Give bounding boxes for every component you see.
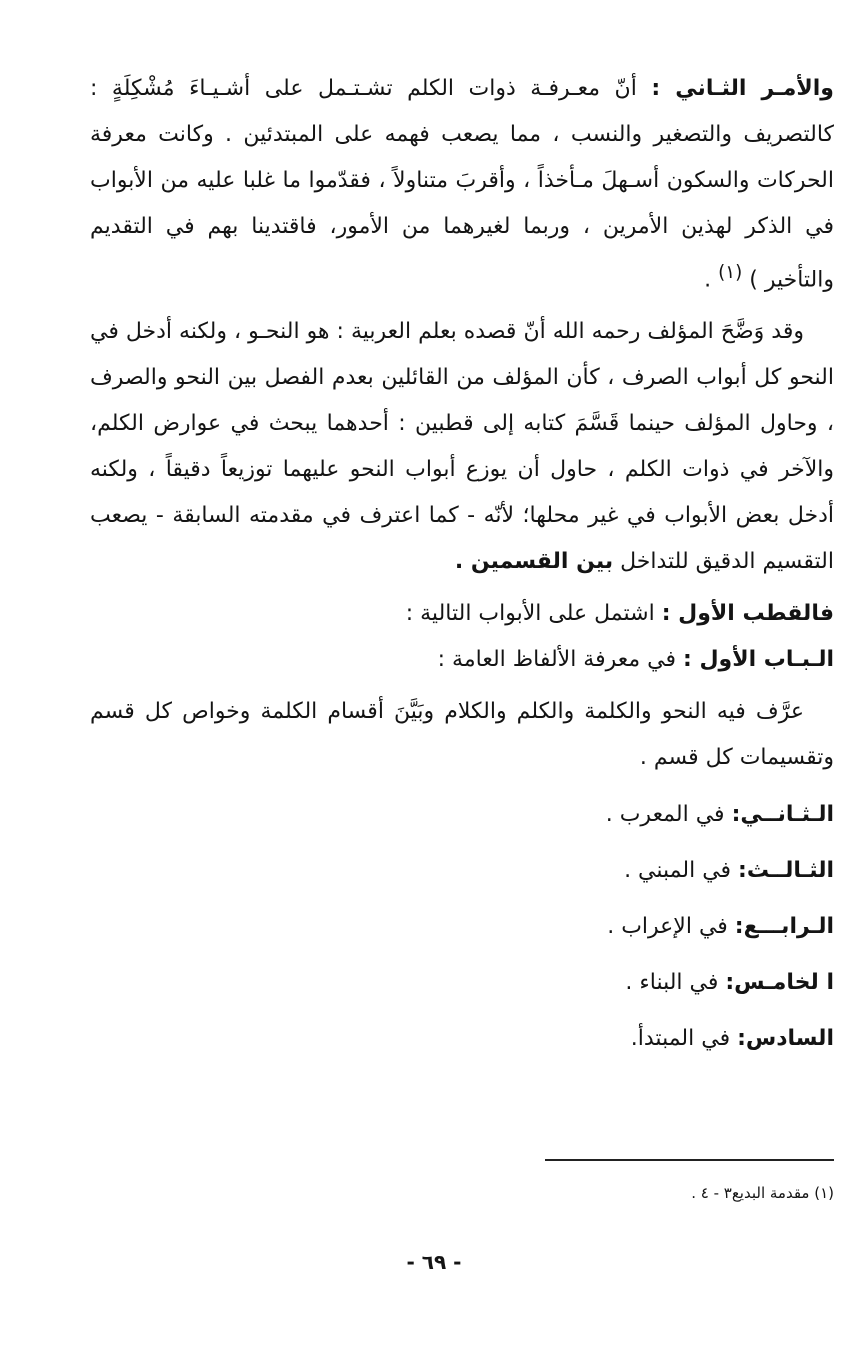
chapter-label: الـرابـــع: [734,914,834,940]
footnote-divider [545,1159,834,1161]
list-item [90,955,834,1011]
list-item [90,843,834,899]
first-pole-heading [90,591,834,637]
chapter-label: السادس: [737,1026,834,1052]
list-item [90,1011,834,1067]
footnote-reference[interactable]: (١) [718,262,743,283]
list-item [90,899,834,955]
second-matter-lead: والأمـر الثـاني : [651,76,834,101]
author-intent-bold-end: بين القسمين . [454,549,614,575]
footnote: (١) مقدمة البديع٣ - ٤ . [691,1184,834,1202]
chapter-text: في المبتدأ. [630,1026,738,1052]
paragraph-second-matter [90,66,834,303]
chapter-text: في الإعراب . [607,914,735,940]
chapter-text: في المعرب . [605,802,732,828]
list-item [90,787,834,843]
page-number: - ٦٩ - [406,1250,462,1274]
chapter-list [90,787,834,1067]
chapter-text: في البناء . [625,970,726,996]
author-intent-text: وقد وَضَّحَ المؤلف رحمه الله أنّ قصده بعلم العربية : هو النحـو ، ولكنه أدخل في النحو كل أبواب الصرف ، كأن المؤلف من القائلين بعدم الفصل بين النحو والصرف ، وحاول المؤلف حينما قَسَّمَ كتابه إلى قطبين : أحدهما يبحث في عوارض الكلم، والآخر في ذوات الكلم ، حاول أن يوزع أبواب النحو عليهما توزيعاً دقيقاً ، ولكنه أدخل بعض الأبواب في غير محلها؛ لأنّه - كما اعترف في مقدمته السابقة - يصعب التقسيم الدقيق للتداخل [90,319,834,575]
chapter-label: الثـالــث: [738,858,834,884]
paragraph-author-intent [90,309,834,585]
chapter-one-label: الـبـاب الأول : [683,647,834,673]
chapter-label: ا لخامـس: [725,970,834,996]
chapter-one-heading [90,637,834,683]
chapter-one-text: في معرفة الألفاظ العامة : [437,647,683,673]
chapter-label: الـثـانــي: [731,802,834,828]
second-matter-text: أنّ معـرفـة ذوات الكلم تشـتـمل على أشـيـاءَ مُشْكِلَةٍ : كالتصريف والتصغير والنسب ، مما يصعب فهمه على المبتدئين . وكانت معرفة الحركات والسكون أسـهلَ مـأخذاً ، وأقربَ متناولاً ، فقدّموا ما غلبا عليه من الأبواب في الذكر لهذين الأمرين ، وربما لغيرهما من الأمور، فاقتدينا بهم في التقديم والتأخير ) [90,76,834,293]
first-pole-label: فالقطب الأول : [661,601,834,627]
first-pole-text: اشتمل على الأبواب التالية : [405,601,662,627]
page-body [90,66,834,1067]
chapter-text: في المبني . [624,858,739,884]
chapter-one-description: عرَّف فيه النحو والكلمة والكلم والكلام وبَيَّنَ أقسام الكلمة وخواص كل قسم وتقسيمات كل قسم . [90,699,834,771]
second-matter-end: . [704,267,719,293]
